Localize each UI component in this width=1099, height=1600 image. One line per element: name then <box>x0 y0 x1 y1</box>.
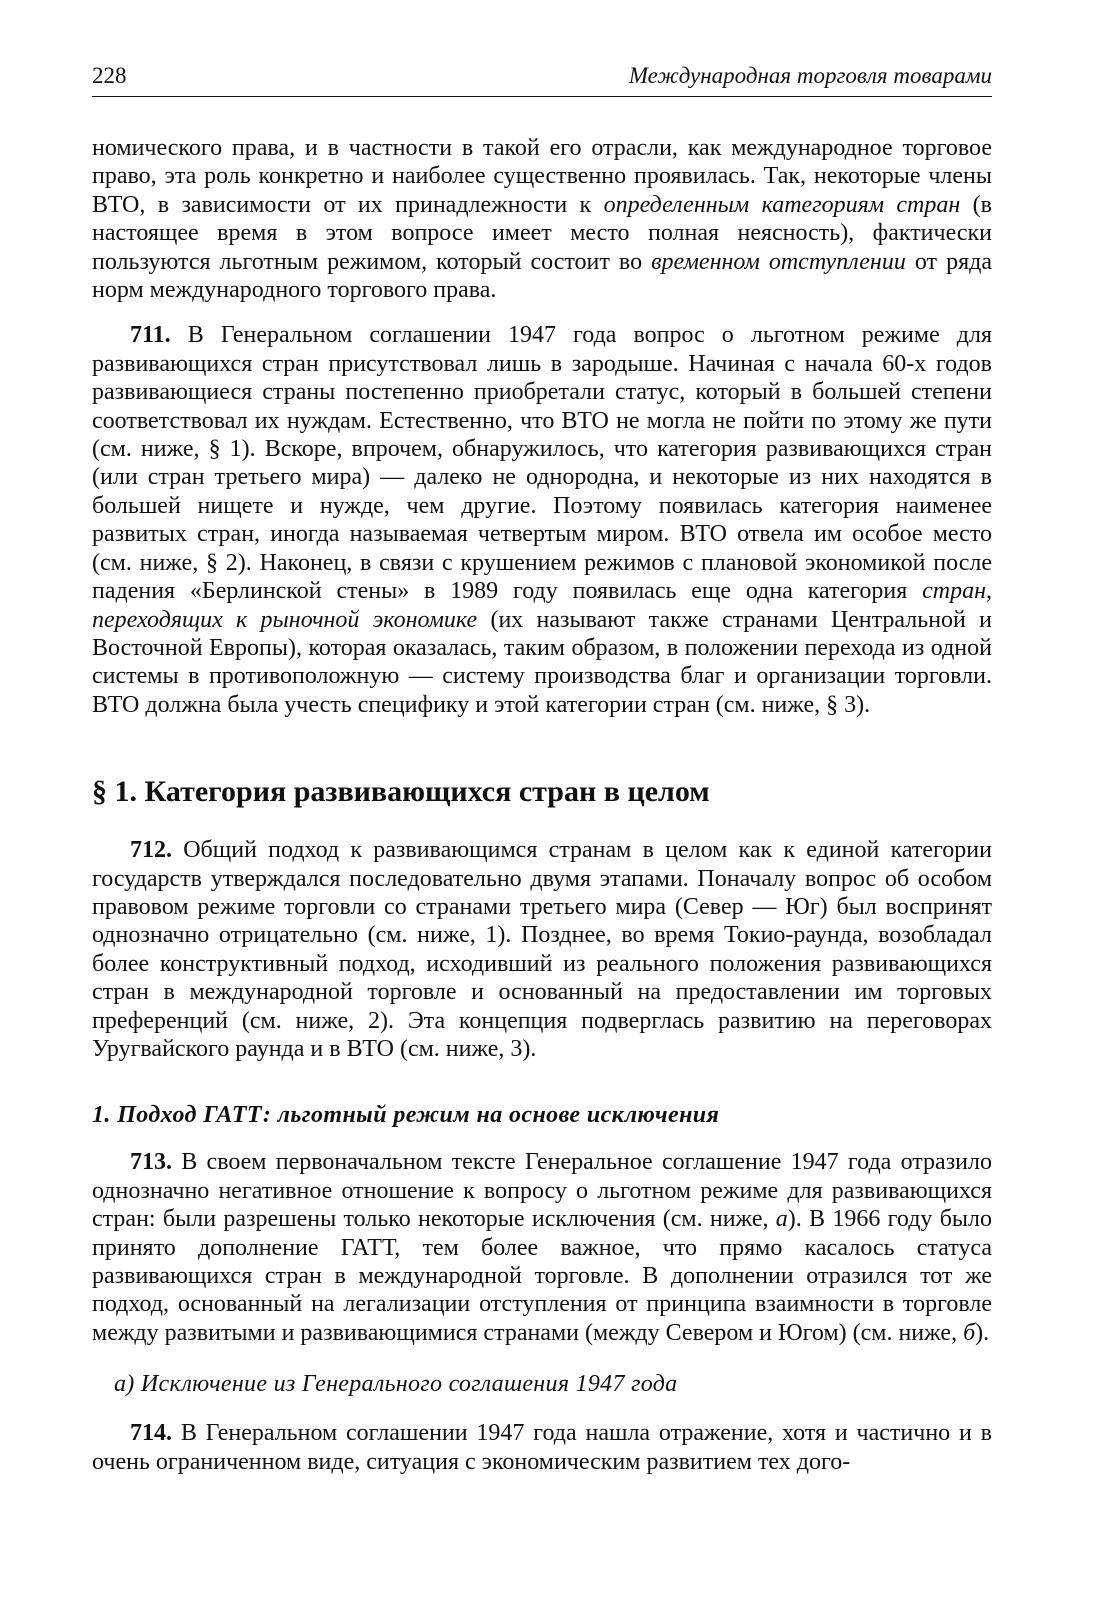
text-run: В своем первоначальном тексте Генеральное соглашение 1947 года отразило однозначно негативное отношение к вопросу о льготном режиме для развивающихся стран: были разрешены только некоторые исключения (см. ниже, <box>92 1149 992 1233</box>
sub-subsection-heading: а) Исключение из Генерального соглашения 1947 года <box>114 1371 678 1398</box>
italic-run: временном отступлении <box>651 248 906 275</box>
book-page <box>92 62 992 1476</box>
text-run: В Генеральном соглашении 1947 года нашла отражение, хотя и частично и в очень ограниченном виде, ситуация с экономическим развитием тех дого- <box>92 1420 992 1475</box>
running-header <box>92 62 992 97</box>
italic-run: б <box>963 1319 976 1346</box>
paragraph-number: 714. <box>130 1420 172 1447</box>
subsection-heading: 1. Подход ГАТТ: льготный режим на основе исключения <box>92 1102 720 1129</box>
text-run: В Генеральном соглашении 1947 года вопрос о льготном режиме для развивающихся стран присутствовал лишь в зародыше. Начиная с начала 60-х годов развивающиеся страны постепенно приобретали статус, который в большей степени соответствовал их нуждам. Естественно, что ВТО не могла не пойти по этому же пути (см. ниже, § 1). Вскоре, впрочем, обнаружилось, что категория развивающихся стран (или стран третьего мира) — далеко не однородна, и некоторые из них находятся в большей нищете и нужде, чем другие. Поэтому появилась категория наименее развитых стран, иногда называемая четвертым миром. ВТО отвела им особое место (см. ниже, § 2). Наконец, в связи с крушением режимов с плановой экономикой после падения «Берлинской стены» в 1989 году появилась еще одна категория <box>92 322 992 605</box>
paragraph-number: 713. <box>130 1149 172 1176</box>
text-run: номического права, и в частности в такой его отрасли, как международное торговое право, эта роль конкретно и наиболее существенно проявилась. Так, некоторые члены ВТО, в зависимости от их принадлежности к <box>92 135 992 218</box>
text-run: Общий подход к развивающимся странам в целом как к единой категории государств утверждался последовательно двумя этапами. Поначалу вопрос об особом правовом режиме торговли со странами третьего мира (Север — Юг) был воспринят однозначно отрицательно (см. ниже, 1). Позднее, во время Токио-раунда, возобладал более конструктивный подход, исходивший из реального положения развивающихся стран в международной торговле и основанный на предоставлении им торговых преференций (см. ниже, 2). Эта концепция подверглась развитию на переговорах Уругвайского раунда и в ВТО (см. ниже, 3). <box>92 837 992 1062</box>
text-run: ). В 1966 году было принято дополнение ГАТТ, тем более важное, что прямо касалось статуса развивающихся стран в международной торговле. В дополнении отразился тот же подход, основанный на легализации отступления от принципа взаимности в торговле между развитыми и развивающимися странами (между Севером и Югом) (см. ниже, <box>92 1206 993 1346</box>
paragraph-714 <box>92 1419 992 1476</box>
section-heading: § 1. Категория развивающихся стран в целом <box>92 775 710 809</box>
italic-run: а <box>775 1206 788 1233</box>
text-run: от ряда норм международного торгового права. <box>92 248 992 304</box>
body-text <box>92 134 992 1476</box>
text-run: (их называют также странами Центральной и Восточной Европы), которая оказалась, таким образом, в положении перехода из одной системы в противоположную — систему производства благ и организации торговли. ВТО должна была учесть специфику и этой категории стран (см. ниже, § 3). <box>92 606 992 718</box>
paragraph-713 <box>92 1148 992 1347</box>
paragraph-continuation <box>92 134 992 304</box>
paragraph-number: 711. <box>130 322 171 349</box>
paragraph-number: 712. <box>130 837 172 864</box>
text-run: ). <box>975 1319 990 1346</box>
paragraph-712 <box>92 836 992 1063</box>
running-title: Международная торговля товарами <box>628 63 992 88</box>
italic-run: определенным категориям стран <box>603 191 961 218</box>
italic-run: стран, переходящих к рыночной экономике <box>92 578 992 633</box>
page-number: 228 <box>92 63 127 88</box>
text-run: (в настоящее время в этом вопросе имеет место полная неясность), фактически пользуются льготным режимом, который состоит во <box>92 191 993 275</box>
paragraph-711 <box>92 321 992 719</box>
